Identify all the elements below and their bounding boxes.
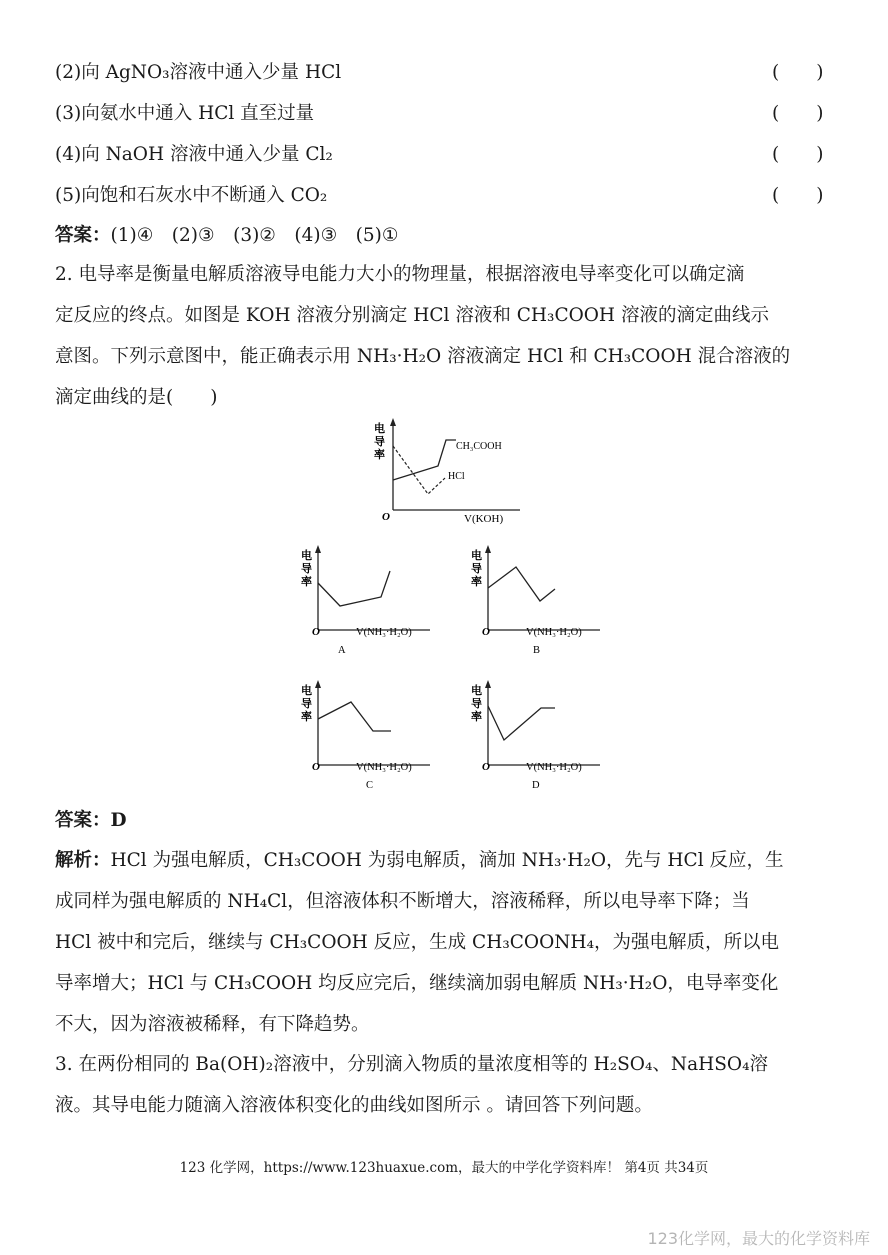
- answer-blank: ( ): [772, 103, 824, 124]
- answer-value: D: [110, 810, 127, 831]
- x-axis-label: V(NH₃·H₂O): [526, 627, 582, 638]
- series-label-hcl: HCl: [448, 471, 465, 482]
- x-axis-label: V(NH₃·H₂O): [356, 627, 412, 638]
- answer-blank: ( ): [772, 62, 824, 83]
- answer-value: (1)④ (2)③ (3)② (4)③ (5)①: [110, 225, 399, 246]
- option-chart-d: [468, 680, 618, 792]
- analysis-line-4: 导率增大；HCl 与 CH₃COOH 均反应完后，继续滴加弱电解质 NH₃·H₂O，电导率变化: [55, 973, 779, 994]
- item-3: (3)向氨水中通入 HCl 直至过量: [55, 103, 315, 124]
- hcl-curve: [393, 446, 445, 494]
- y-axis-label: 率: [374, 449, 385, 461]
- option-label: D: [532, 780, 540, 791]
- option-label: C: [366, 780, 374, 791]
- y-axis-label: 导: [301, 563, 312, 575]
- q3-line-2: 液。其导电能力随滴入溶液体积变化的曲线如图所示 。请回答下列问题。: [55, 1095, 653, 1116]
- answer-blank: ( ): [772, 185, 824, 206]
- y-axis-label: 率: [301, 576, 312, 588]
- q3-line-1: 3. 在两份相同的 Ba(OH)₂溶液中，分别滴入物质的量浓度相等的 H₂SO₄、NaHSO₄溶: [55, 1054, 768, 1075]
- x-axis-label: V(KOH): [464, 513, 504, 525]
- answer-label: 答案：: [55, 810, 111, 831]
- origin-label: O: [312, 626, 320, 638]
- q2-line-3: 意图。下列示意图中，能正确表示用 NH₃·H₂O 溶液滴定 HCl 和 CH₃COOH 混合溶液的: [55, 346, 791, 367]
- analysis-line-2: 成同样为强电解质的 NH₄Cl，但溶液体积不断增大，溶液稀释，所以电导率下降；当: [55, 891, 750, 912]
- y-axis-label: 导: [301, 698, 312, 710]
- y-axis-arrow: [485, 545, 491, 553]
- analysis-line-3: HCl 被中和完后，继续与 CH₃COOH 反应，生成 CH₃COONH₄，为强电解质，所以电: [55, 932, 779, 953]
- option-chart-a: [298, 545, 448, 657]
- origin-label: O: [482, 761, 490, 773]
- y-axis-arrow: [390, 418, 396, 426]
- ch3cooh-curve: [393, 440, 456, 480]
- analysis-text: HCl 为强电解质，CH₃COOH 为弱电解质，滴加 NH₃·H₂O，先与 HCl 反应，生: [110, 850, 784, 871]
- y-axis-label: 率: [471, 711, 482, 723]
- y-axis-label: 导: [471, 698, 482, 710]
- item-5: (5)向饱和石灰水中不断通入 CO₂: [55, 185, 328, 206]
- q2-line-4: 滴定曲线的是( ): [55, 387, 218, 408]
- y-axis-label: 电: [374, 423, 385, 435]
- x-axis-label: V(NH₃·H₂O): [356, 762, 412, 773]
- analysis-line-5: 不大，因为溶液被稀释，有下降趋势。: [55, 1014, 370, 1035]
- option-chart-b: [468, 545, 618, 657]
- option-label: B: [533, 645, 541, 656]
- curve: [488, 567, 555, 601]
- y-axis-label: 率: [301, 711, 312, 723]
- y-axis-label: 电: [301, 685, 312, 697]
- y-axis-arrow: [315, 545, 321, 553]
- option-chart-c: [298, 680, 448, 792]
- item-2: (2)向 AgNO₃溶液中通入少量 HCl: [55, 62, 342, 83]
- q2-line-1: 2. 电导率是衡量电解质溶液导电能力大小的物理量，根据溶液电导率变化可以确定滴: [55, 264, 745, 285]
- y-axis-arrow: [485, 680, 491, 688]
- analysis-line-1: [55, 846, 784, 872]
- answer-1: [55, 221, 398, 247]
- origin-label: O: [312, 761, 320, 773]
- option-label: A: [338, 645, 346, 656]
- y-axis-label: 导: [471, 563, 482, 575]
- answer-label: 答案：: [55, 225, 111, 246]
- y-axis-label: 电: [471, 550, 482, 562]
- page-footer: 123 化学网，https://www.123huaxue.com，最大的中学化学资料库！ 第4页 共34页: [179, 1160, 709, 1176]
- origin-label: O: [382, 511, 390, 523]
- answer-2: [55, 806, 127, 832]
- curve: [488, 706, 555, 740]
- item-4: (4)向 NaOH 溶液中通入少量 Cl₂: [55, 144, 333, 165]
- origin-label: O: [482, 626, 490, 638]
- y-axis-label: 电: [471, 685, 482, 697]
- y-axis-label: 电: [301, 550, 312, 562]
- curve: [318, 571, 390, 606]
- y-axis-label: 导: [374, 436, 385, 448]
- analysis-label: 解析：: [55, 850, 111, 871]
- reference-chart: [360, 418, 540, 530]
- y-axis-arrow: [315, 680, 321, 688]
- x-axis-label: V(NH₃·H₂O): [526, 762, 582, 773]
- y-axis-label: 率: [471, 576, 482, 588]
- series-label-ch3cooh: CH₃COOH: [456, 441, 502, 452]
- answer-blank: ( ): [772, 144, 824, 165]
- curve: [318, 702, 391, 731]
- watermark: 123化学网，最大的化学资料库: [647, 1229, 870, 1248]
- q2-line-2: 定反应的终点。如图是 KOH 溶液分别滴定 HCl 溶液和 CH₃COOH 溶液的滴定曲线示: [55, 305, 769, 326]
